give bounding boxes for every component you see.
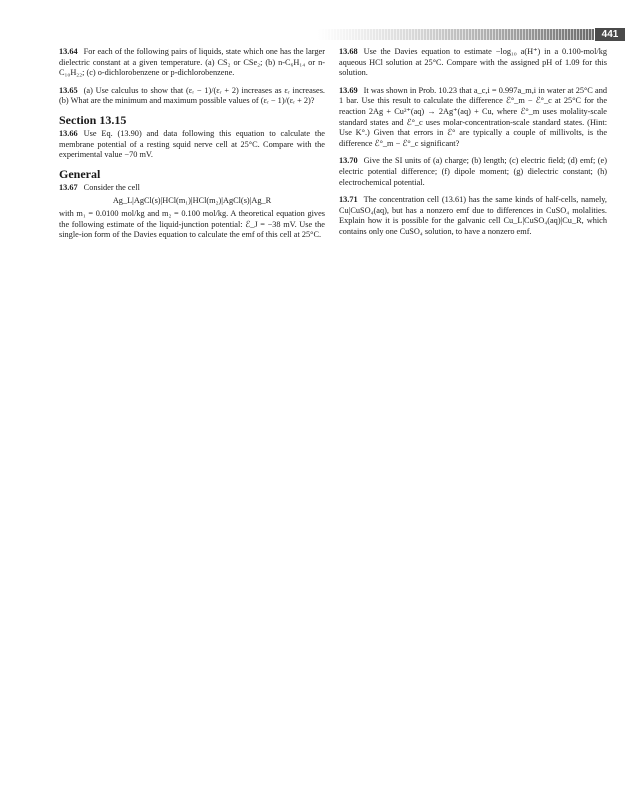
problem-number: 13.68 [339,47,358,56]
problem-text: For each of the following pairs of liquids, state which one has the larger dielectric constant at a given temperature. (a) CS₂ or CSe₂; (b) n-C₆H₁₄ or n-C₁₀H₂₂; (c) o-dichlorobenzene or p-dichlorobenzene. [59,47,325,78]
problem-text: The concentration cell (13.61) has the same kinds of half-cells, namely, Cu|CuSO₄(aq), but has a nonzero emf due to differences in CuSO₄ molalities. Explain how it is possible for the galvanic cell Cu_L|CuSO₄(aq)|Cu_R, which contains only one CuSO₄ solution, to have a nonzero emf. [339,195,607,236]
problem-13-68 [339,47,607,79]
header-gradient-bar [318,29,594,40]
problem-13-65 [59,86,325,107]
problem-13-66 [59,129,325,161]
problem-text: (a) Use calculus to show that (εᵣ − 1)/(εᵣ + 2) increases as εᵣ increases. (b) What are the minimum and maximum possible values of (εᵣ − 1)/(εᵣ + 2)? [59,85,325,106]
problem-number: 13.67 [59,182,78,192]
problem-13-69 [339,86,607,150]
problem-number: 13.69 [339,85,358,95]
problem-number: 13.65 [59,85,78,95]
problem-13-67-text: with m₁ = 0.0100 mol/kg and m₂ = 0.100 mol/kg. A theoretical equation gives the following estimate of the liquid-junction potential: ℰ_J = −38 mV. Use the single-ion form of the Davies equation to calculate the emf of this cell at 25°C. [59,208,325,240]
problem-intro: Consider the cell [83,182,140,192]
problem-number: 13.66 [59,128,78,138]
problem-number: 13.70 [339,156,358,166]
problem-text: Give the SI units of (a) charge; (b) length; (c) electric field; (d) emf; (e) electric potential difference; (f) dipole moment; (g) dielectric constant; (h) electrochemical potential. [339,156,607,187]
problem-text: Use Eq. (13.90) and data following this equation to calculate the membrane potential of a resting squid nerve cell at 25°C. Compare with the experimental value −70 mV. [59,128,325,160]
right-column [339,47,607,245]
section-heading-13-15: Section 13.15 [59,112,127,127]
left-column [59,47,325,248]
problem-text: It was shown in Prob. 10.23 that a_c,i = 0.997a_m,i in water at 25°C and 1 bar. Use this result to calculate the difference ℰ°_m − ℰ°_c at 25°C for the reaction 2Ag + Cu²⁺(aq) → 2Ag⁺(aq) + Cu, where ℰ°_m uses molality-scale standard states and ℰ°_c uses molar-concentration-scale standard states. (Hint: Use K°.) Given that errors in ℰ° are typically a couple of millivolts, is the difference ℰ°_m − ℰ°_c significant? [339,85,607,148]
problem-13-70 [339,156,607,188]
problem-number: 13.71 [339,195,358,205]
section-heading-general: General [59,166,101,181]
problem-13-67 [59,183,325,194]
cell-equation: Ag_L|AgCl(s)|HCl(m₁)|HCl(m₂)|AgCl(s)|Ag_R [112,196,272,206]
problem-text: Use the Davies equation to estimate −log₁₀ a(H⁺) in a 0.100-mol/kg aqueous HCl solution at 25°C. Compare with the assigned pH of 1.09 for this solution. [339,47,607,78]
problem-13-64 [59,47,325,79]
page-number: 441 [595,28,625,41]
problem-number: 13.64 [59,47,78,56]
problem-13-71 [339,195,607,237]
